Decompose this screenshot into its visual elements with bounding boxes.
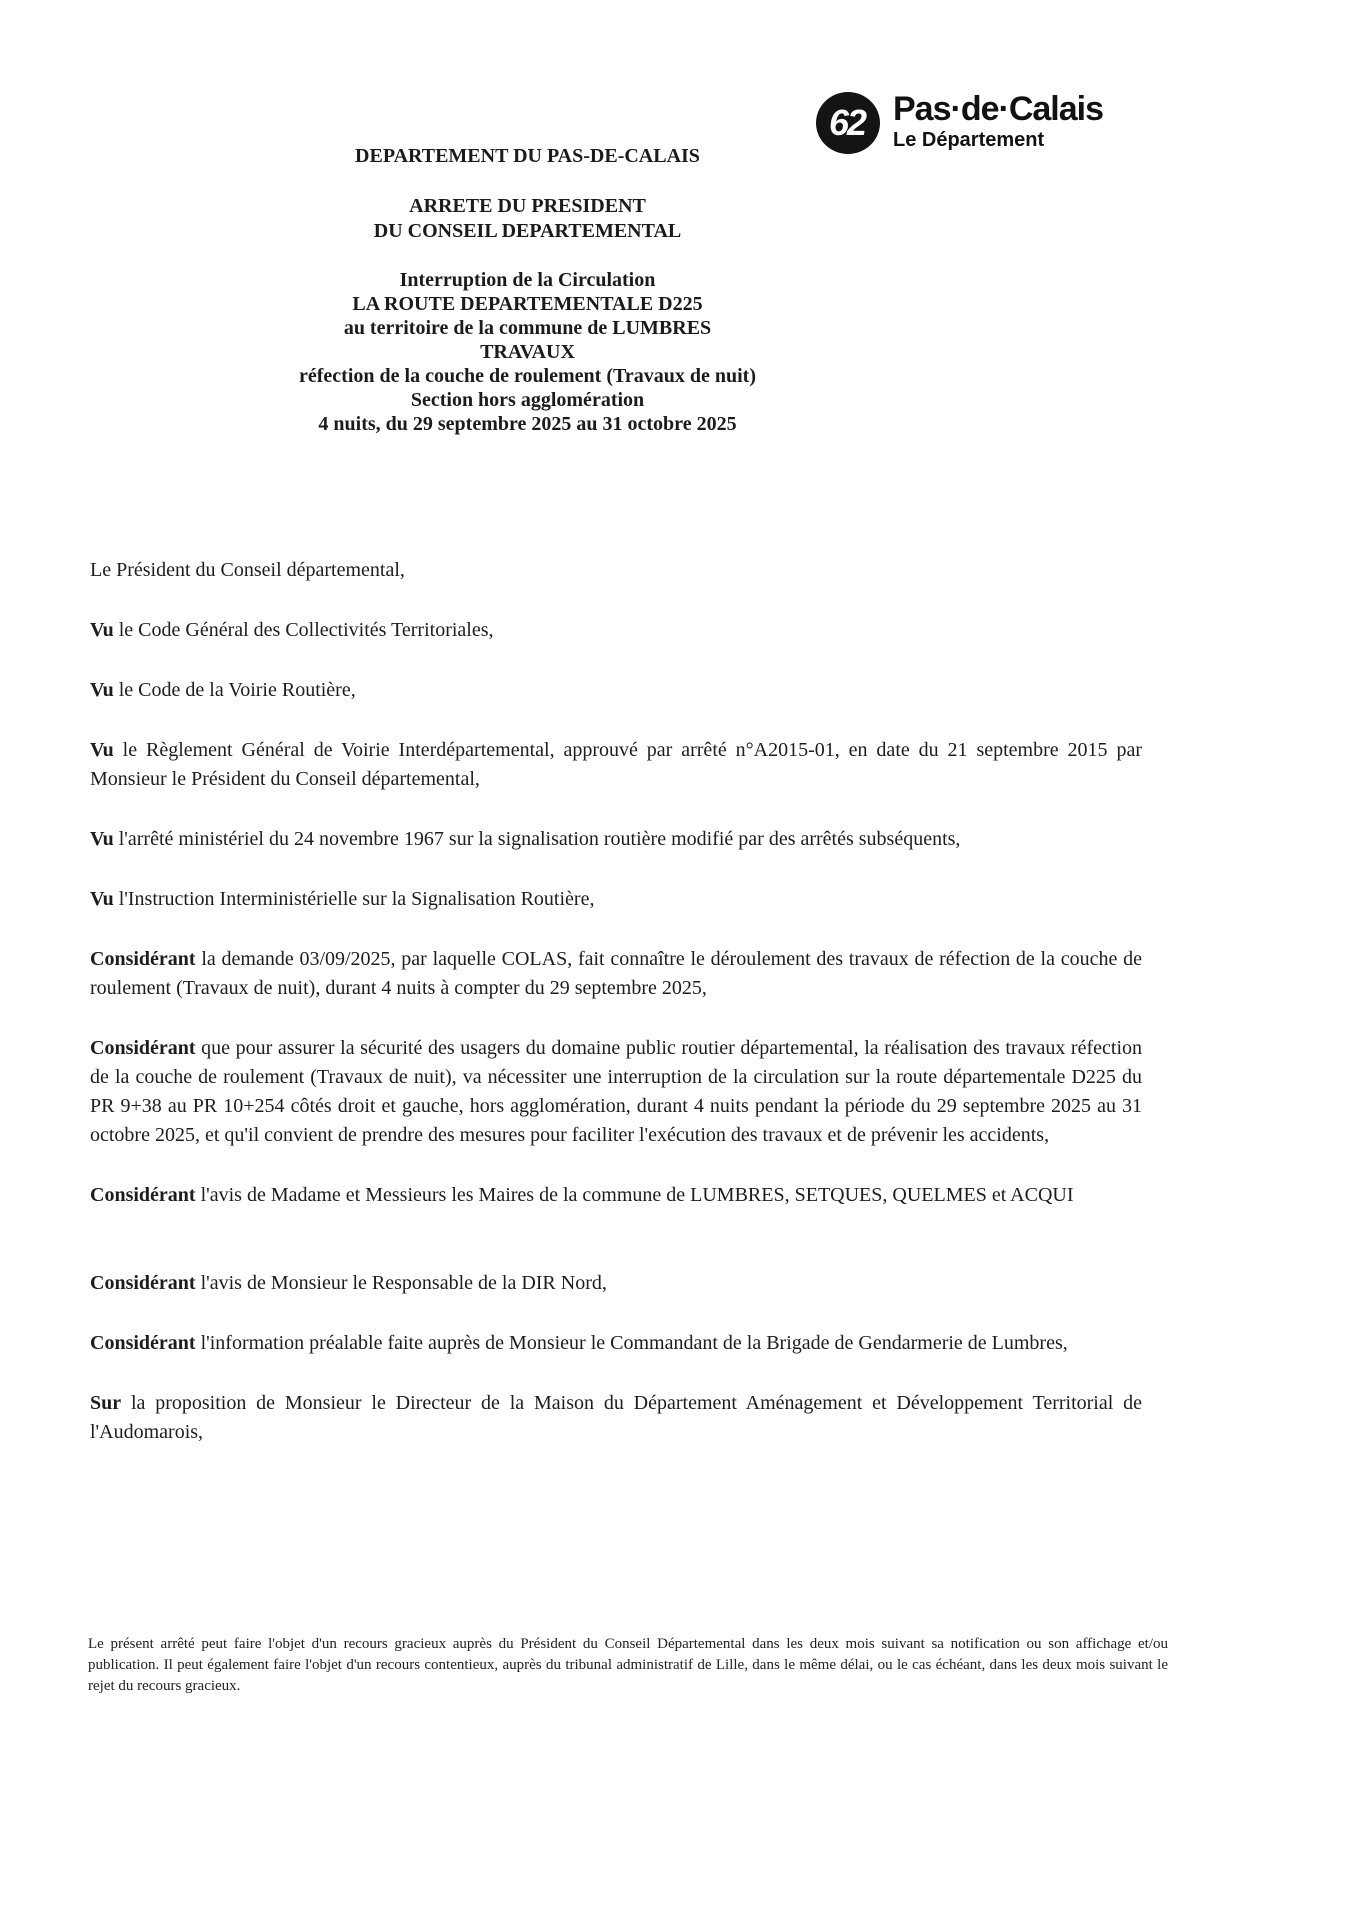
paragraph-lead: Vu: [90, 739, 114, 761]
body-paragraph: Vu le Code Général des Collectivités Territoriales,: [90, 619, 494, 641]
paragraph-lead: Considérant: [90, 948, 196, 970]
logo-name: Pas·de·Calais: [893, 90, 1103, 128]
decree-subject-line: TRAVAUX: [480, 341, 575, 363]
body-paragraph: Considérant l'avis de Madame et Messieurs les Maires de la commune de LUMBRES, SETQUES, QUELMES et ACQUI: [90, 1184, 1074, 1206]
document-headings: [90, 144, 965, 436]
logo-text: [893, 92, 1103, 152]
logo-subtitle: Le Département: [893, 129, 1045, 151]
body-paragraph: Vu l'arrêté ministériel du 24 novembre 1967 sur la signalisation routière modifié par des arrêtés subséquents,: [90, 828, 961, 850]
paragraph-lead: Vu: [90, 679, 114, 701]
department-title: DEPARTEMENT DU PAS-DE-CALAIS: [355, 145, 700, 167]
logo-badge-62-icon: 62: [816, 92, 880, 154]
paragraph-lead: Considérant: [90, 1037, 196, 1059]
paragraph-lead: Considérant: [90, 1272, 196, 1294]
decree-subject-line: Section hors agglomération: [410, 389, 645, 411]
body-paragraph: Considérant l'avis de Monsieur le Responsable de la DIR Nord,: [90, 1272, 607, 1294]
decree-subject: [90, 268, 965, 436]
body-paragraph: Sur la proposition de Monsieur le Directeur de la Maison du Département Aménagement et Développement Territorial de l'Audomarois,: [90, 1392, 1142, 1443]
decree-title-line: DU CONSEIL DEPARTEMENTAL: [373, 220, 682, 242]
decree-subject-line: réfection de la couche de roulement (Travaux de nuit): [299, 365, 756, 387]
body-paragraph: Considérant l'information préalable faite auprès de Monsieur le Commandant de la Brigade de Gendarmerie de Lumbres,: [90, 1332, 1068, 1354]
paragraph-lead: Vu: [90, 828, 114, 850]
decree-subject-line: LA ROUTE DEPARTEMENTALE D225: [352, 293, 703, 315]
paragraph-lead: Vu: [90, 619, 114, 641]
document-body: [90, 556, 1142, 1478]
paragraph-lead: Sur: [90, 1392, 122, 1414]
paragraph-lead: Vu: [90, 888, 114, 910]
paragraph-lead: Considérant: [90, 1184, 196, 1206]
body-paragraph: Considérant la demande 03/09/2025, par laquelle COLAS, fait connaître le déroulement des travaux de réfection de la couche de roulement (Travaux de nuit), durant 4 nuits à compter du 29 septembre 2025,: [90, 948, 1142, 999]
legal-notice: Le présent arrêté peut faire l'objet d'un recours gracieux auprès du Président du Conseil Départemental dans les deux mois suivant sa notification ou son affichage et/ou publication. Il peut également faire l'objet d'un recours contentieux, auprès du tribunal administratif de Lille, dans le même délai, ou le cas échéant, dans les deux mois suivant le rejet du recours gracieux.: [88, 1636, 1168, 1694]
decree-subject-line: au territoire de la commune de LUMBRES: [343, 317, 712, 339]
body-paragraph: Vu le Code de la Voirie Routière,: [90, 679, 356, 701]
decree-subject-line: Interruption de la Circulation: [399, 269, 656, 291]
decree-subject-line: 4 nuits, du 29 septembre 2025 au 31 octobre 2025: [318, 413, 737, 435]
decree-title-line: ARRETE DU PRESIDENT: [409, 195, 646, 217]
body-paragraph: Le Président du Conseil départemental,: [90, 559, 405, 581]
body-paragraph: Considérant que pour assurer la sécurité des usagers du domaine public routier départemental, la réalisation des travaux réfection de la couche de roulement (Travaux de nuit), va nécessiter une interruption de la circulation sur la route départementale D225 du PR 9+38 au PR 10+254 côtés droit et gauche, hors agglomération, durant 4 nuits pendant la période du 29 septembre 2025 au 31 octobre 2025, et qu'il convient de prendre des mesures pour faciliter l'exécution des travaux et de prévenir les accidents,: [90, 1037, 1142, 1146]
body-paragraph: Vu le Règlement Général de Voirie Interdépartemental, approuvé par arrêté n°A2015-01, en date du 21 septembre 2015 par Monsieur le Président du Conseil départemental,: [90, 739, 1142, 790]
decree-title: [90, 194, 965, 244]
paragraph-lead: Considérant: [90, 1332, 196, 1354]
body-paragraph: Vu l'Instruction Interministérielle sur la Signalisation Routière,: [90, 888, 595, 910]
